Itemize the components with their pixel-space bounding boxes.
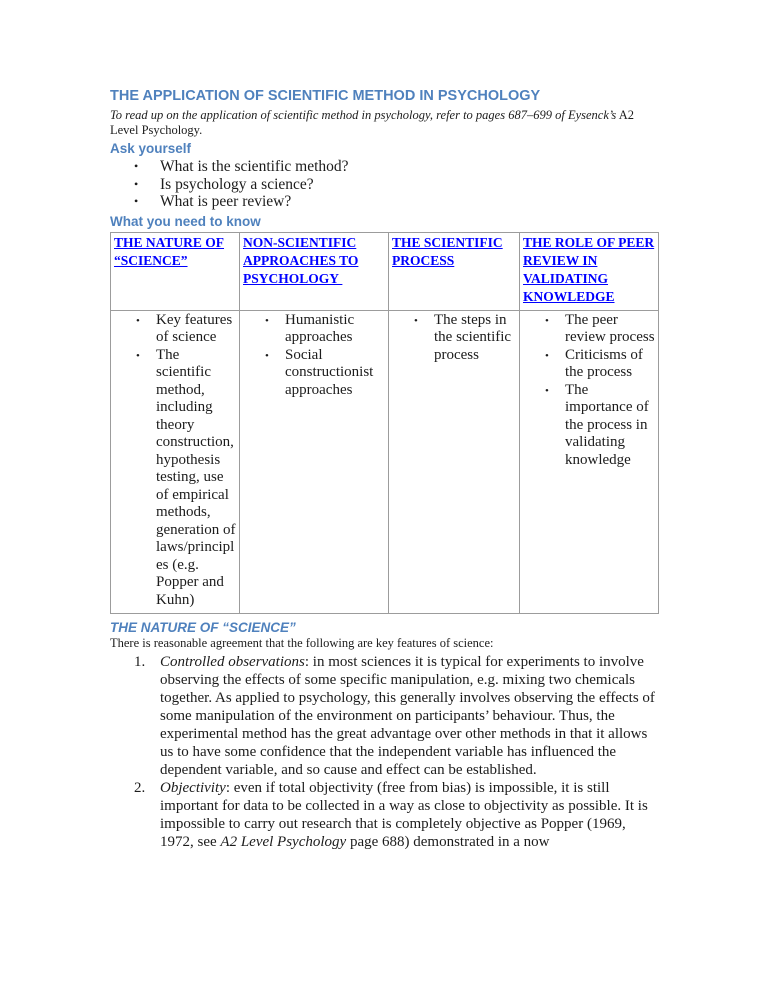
table-header-row bbox=[111, 232, 659, 310]
what-you-need-heading: What you need to know bbox=[110, 213, 261, 229]
topic-item: • Criticisms of the process bbox=[565, 347, 655, 382]
table-cell-peer-review bbox=[520, 310, 659, 614]
topic-item: • The importance of the process in validating knowledge bbox=[565, 382, 655, 470]
section-lead: There is reasonable agreement that the following are key features of science: bbox=[110, 636, 494, 650]
table-header-link-non-scientific-approaches[interactable]: NON-SCIENTIFIC APPROACHES TO PSYCHOLOGY bbox=[243, 234, 359, 286]
table-header-cell bbox=[111, 232, 240, 310]
table-header-cell bbox=[240, 232, 389, 310]
document-title: THE APPLICATION OF SCIENTIFIC METHOD IN PSYCHOLOGY bbox=[110, 88, 541, 104]
topic-list bbox=[243, 312, 385, 400]
topic-item: • Humanistic approaches bbox=[285, 312, 385, 347]
table-header-link-nature-of-science[interactable]: THE NATURE OF “SCIENCE” bbox=[114, 234, 225, 268]
topic-item: • The scientific method, including theory construction, hypothesis testing, use of empirical methods, generation of laws/principles (e.g. Popper and Kuhn) bbox=[156, 347, 236, 610]
table-cell-nature-of-science bbox=[111, 310, 240, 614]
table-header-link-scientific-process[interactable]: THE SCIENTIFIC PROCESS bbox=[392, 234, 503, 268]
table-header-cell bbox=[520, 232, 659, 310]
topic-list bbox=[114, 312, 236, 610]
book-title: A2 Level Psychology bbox=[220, 833, 347, 850]
intro-note-regular: A2 Level Psychology. bbox=[110, 108, 635, 137]
table-body-row bbox=[111, 310, 659, 614]
table-cell-scientific-process bbox=[389, 310, 520, 614]
topics-table bbox=[110, 232, 659, 615]
key-features-list bbox=[110, 653, 658, 851]
topic-item: • Key features of science bbox=[156, 312, 236, 347]
topic-item: • Social constructionist approaches bbox=[285, 347, 385, 400]
topic-list bbox=[392, 312, 516, 365]
nature-of-science-heading: THE NATURE OF “SCIENCE” bbox=[110, 620, 296, 635]
numbered-item-objectivity bbox=[160, 779, 658, 851]
ask-yourself-list bbox=[110, 158, 658, 211]
topic-item: • The steps in the scientific process bbox=[434, 312, 516, 365]
intro-note bbox=[110, 108, 658, 138]
ask-list-item: • Is psychology a science? bbox=[160, 176, 658, 194]
item-lead: Objectivity bbox=[160, 779, 226, 796]
ask-list-item: • What is peer review? bbox=[160, 193, 658, 211]
item-body-after: page 688) demonstrated in a now bbox=[346, 833, 550, 850]
table-cell-non-scientific-approaches bbox=[240, 310, 389, 614]
topic-item: • The peer review process bbox=[565, 312, 655, 347]
item-body: : in most sciences it is typical for experiments to involve observing the effects of some specific manipulation, e.g. mixing two chemicals together. As applied to psychology, this generally involves observing the effects of some manipulation of the environment on participants’ behaviour. Thus, the experimental method has the great advantage over other methods in that it allows us to have some confidence that the independent variable has influenced the dependent variable, and so cause and effect can be established. bbox=[160, 653, 655, 778]
intro-note-italic: To read up on the application of scientific method in psychology, refer to pages 687–699 of Eysenck’s bbox=[110, 108, 617, 122]
numbered-item-controlled-observations bbox=[160, 653, 658, 779]
topic-list bbox=[523, 312, 655, 470]
ask-list-item: • What is the scientific method? bbox=[160, 158, 658, 176]
ask-yourself-heading: Ask yourself bbox=[110, 141, 192, 156]
table-header-cell bbox=[389, 232, 520, 310]
item-body: : even if total objectivity (free from bias) is impossible, it is still important for data to be collected in a way as close to objectivity as possible. It is impossible to carry out research that is completely objective as Popper (1969, 1972, see bbox=[160, 779, 648, 850]
table-header-link-peer-review[interactable]: THE ROLE OF PEER REVIEW IN VALIDATING KNOWLEDGE bbox=[523, 234, 655, 304]
item-lead: Controlled observations bbox=[160, 653, 305, 670]
